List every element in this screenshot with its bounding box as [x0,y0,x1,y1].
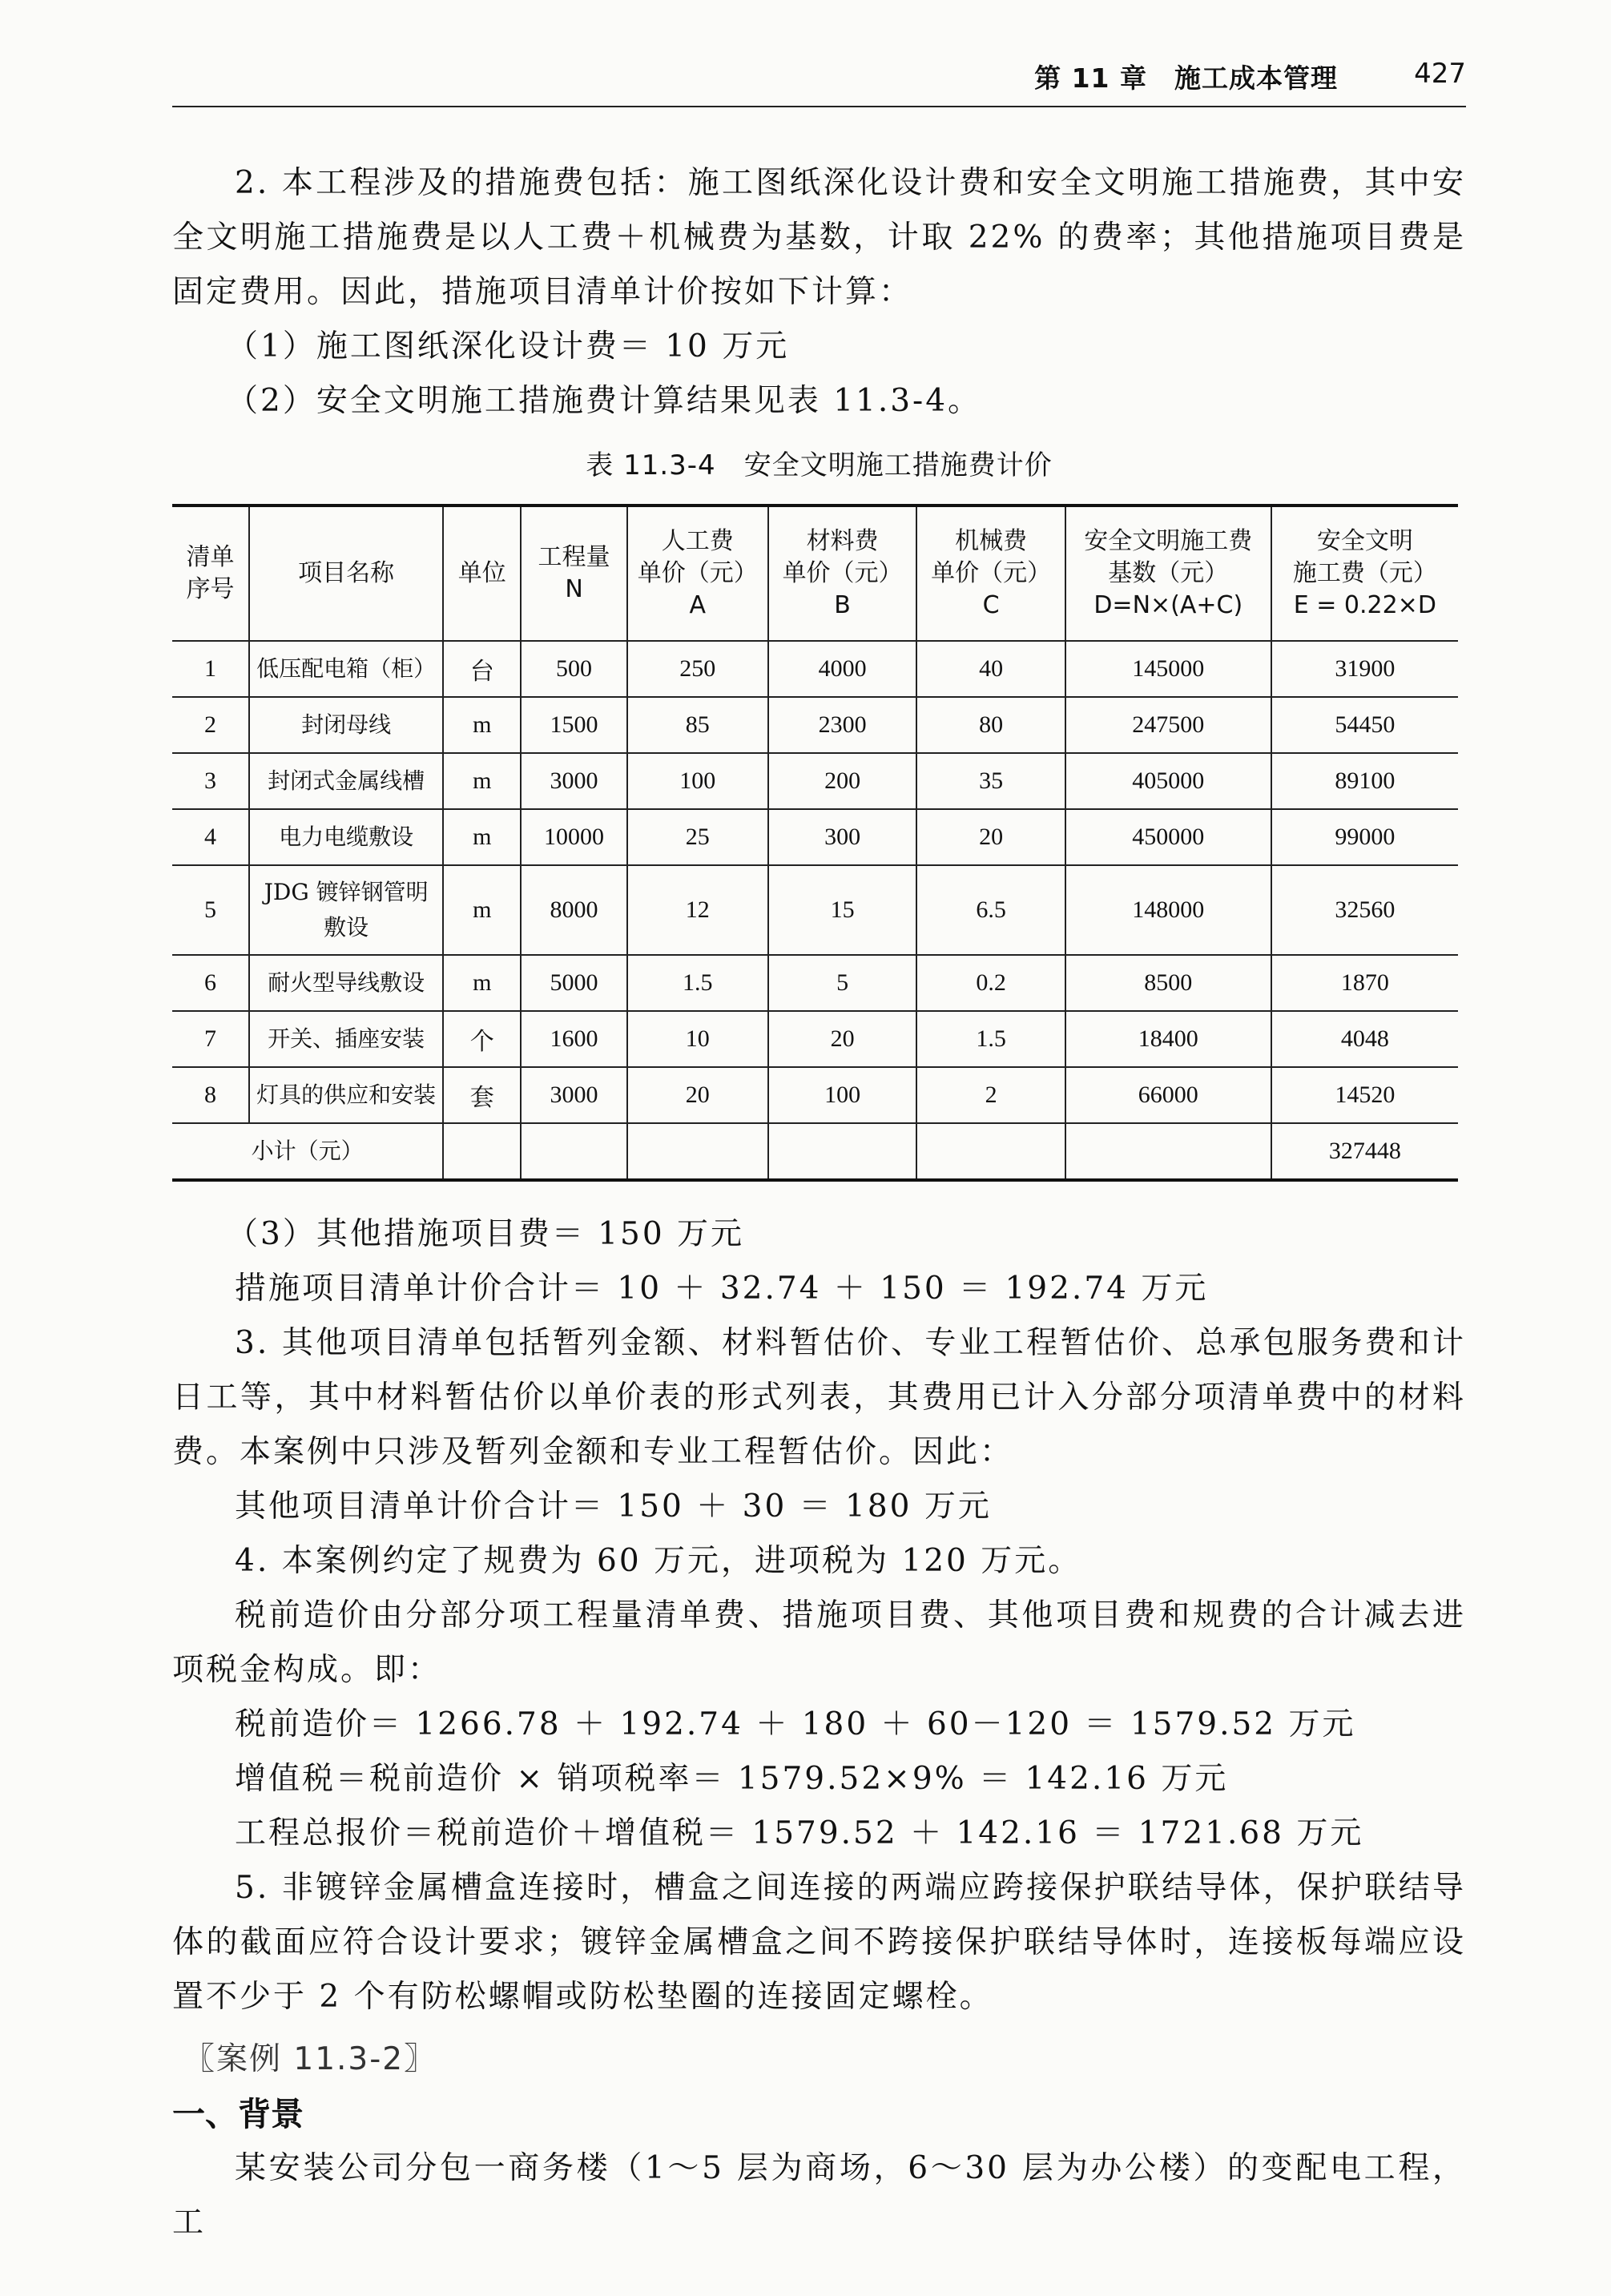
cell: 54450 [1271,697,1458,753]
cell: 灯具的供应和安装 [249,1067,443,1123]
cell: 4048 [1271,1011,1458,1067]
header-machine: 机械费 单价（元） C [916,506,1065,641]
cell: 31900 [1271,641,1458,697]
cell: 个 [443,1011,521,1067]
page-header [172,53,1466,107]
chapter-title: 第 11 章 施工成本管理 [1034,62,1338,94]
cell: 8500 [1065,955,1271,1011]
cell: 250 [627,641,768,697]
cell: 10 [627,1011,768,1067]
paragraph: （1）施工图纸深化设计费＝ 10 万元 [227,328,790,365]
paragraph: 措施项目清单计价合计＝ 10 ＋ 32.74 ＋ 150 ＝ 192.74 万元 [235,1271,1209,1307]
cell: 低压配电箱（柜） [249,641,443,697]
cell: 8 [172,1067,249,1123]
cell [627,1123,768,1180]
cell: 1870 [1271,955,1458,1011]
header-labor: 人工费 单价（元） A [627,506,768,641]
cell [443,1123,521,1180]
cell: 6.5 [916,865,1065,955]
cell: 14520 [1271,1067,1458,1123]
cell: 1500 [521,697,627,753]
cell: 100 [627,753,768,809]
paragraph: 2. 本工程涉及的措施费包括：施工图纸深化设计费和安全文明施工措施费，其中安全文明施工措施费是以人工费＋机械费为基数，计取 22% 的费率；其他措施项目费是固定费用。因此，措施项目清单计价按如下计算： [172,165,1466,310]
cell: 20 [627,1067,768,1123]
cell: 套 [443,1067,521,1123]
cell: 5000 [521,955,627,1011]
paragraph: 5. 非镀锌金属槽盒连接时，槽盒之间连接的两端应跨接保护联结导体，保护联结导体的截面应符合设计要求；镀锌金属槽盒之间不跨接保护联结导体时，连接板每端应设置不少于 2 个有防松螺帽或防松垫圈的连接固定螺栓。 [172,1870,1466,2015]
cell: 32560 [1271,865,1458,955]
table-row [172,955,1458,1011]
cell: m [443,955,521,1011]
cell: 25 [627,809,768,865]
cell: 247500 [1065,697,1271,753]
cell [916,1123,1065,1180]
cell: 3000 [521,753,627,809]
cell: 7 [172,1011,249,1067]
paragraph: 增值税＝税前造价 × 销项税率＝ 1579.52×9% ＝ 142.16 万元 [235,1761,1229,1797]
cell: 20 [768,1011,917,1067]
paragraph: 工程总报价＝税前造价＋增值税＝ 1579.52 ＋ 142.16 ＝ 1721.68 万元 [235,1815,1364,1851]
cell: 0.2 [916,955,1065,1011]
header-base: 安全文明施工费 基数（元） D=N×(A+C) [1065,506,1271,641]
page-number: 427 [1414,58,1466,90]
table-row [172,697,1458,753]
cell [1065,1123,1271,1180]
cell: 200 [768,753,917,809]
cell: 40 [916,641,1065,697]
cell: 电力电缆敷设 [249,809,443,865]
header-name: 项目名称 [249,506,443,641]
table-row [172,753,1458,809]
cell: 145000 [1065,641,1271,697]
cell: 66000 [1065,1067,1271,1123]
paragraph: 税前造价＝ 1266.78 ＋ 192.74 ＋ 180 ＋ 60－120 ＝ 1579.52 万元 [235,1706,1356,1742]
cell: m [443,809,521,865]
cell: 18400 [1065,1011,1271,1067]
cell: m [443,753,521,809]
paragraph: （3）其他措施项目费＝ 150 万元 [227,1216,745,1252]
paragraph: 某安装公司分包一商务楼（1～5 层为商场，6～30 层为办公楼）的变配电工程，工 [172,2150,1466,2241]
cell: m [443,697,521,753]
cell: 15 [768,865,917,955]
header-seq: 清单 序号 [172,506,249,641]
cell: 3000 [521,1067,627,1123]
table-row [172,1011,1458,1067]
cell: 台 [443,641,521,697]
cell: 300 [768,809,917,865]
cell: 2300 [768,697,917,753]
cell: 500 [521,641,627,697]
cell: 5 [768,955,917,1011]
cell [768,1123,917,1180]
header-fee: 安全文明 施工费（元） E = 0.22×D [1271,506,1458,641]
cell: 3 [172,753,249,809]
cell: 35 [916,753,1065,809]
table-row [172,641,1458,697]
cell: 8000 [521,865,627,955]
fee-table [172,504,1458,1182]
cell: 99000 [1271,809,1458,865]
paragraph: 税前造价由分部分项工程量清单费、措施项目费、其他项目费和规费的合计减去进项税金构成。即： [172,1597,1466,1688]
cell: 封闭式金属线槽 [249,753,443,809]
cell: m [443,865,521,955]
table-row [172,865,1458,955]
cell: 85 [627,697,768,753]
table-row [172,1067,1458,1123]
cell: 450000 [1065,809,1271,865]
cell: 5 [172,865,249,955]
cell: 20 [916,809,1065,865]
table-header-row [172,506,1458,641]
cell: 1 [172,641,249,697]
cell: 2 [172,697,249,753]
cell: 4 [172,809,249,865]
cell: 10000 [521,809,627,865]
cell: 80 [916,697,1065,753]
cell: 12 [627,865,768,955]
cell: 开关、插座安装 [249,1011,443,1067]
cell: 4000 [768,641,917,697]
cell: 100 [768,1067,917,1123]
cell: 1.5 [627,955,768,1011]
section-title: 一、背景 [172,2095,304,2133]
subtotal-label: 小计（元） [172,1123,443,1180]
paragraph: 3. 其他项目清单包括暂列金额、材料暂估价、专业工程暂估价、总承包服务费和计日工等，其中材料暂估价以单价表的形式列表，其费用已计入分部分项清单费中的材料费。本案例中只涉及暂列金额和专业工程暂估价。因此： [172,1325,1466,1470]
paragraph: 其他项目清单计价合计＝ 150 ＋ 30 ＝ 180 万元 [235,1488,992,1525]
paragraph: （2）安全文明施工措施费计算结果见表 11.3-4。 [227,383,982,419]
cell: 405000 [1065,753,1271,809]
cell: 1600 [521,1011,627,1067]
cell: 耐火型导线敷设 [249,955,443,1011]
cell [521,1123,627,1180]
table-row [172,809,1458,865]
header-unit: 单位 [443,506,521,641]
cell: 148000 [1065,865,1271,955]
cell: JDG 镀锌钢管明 敷设 [249,865,443,955]
header-material: 材料费 单价（元） B [768,506,917,641]
paragraph: 4. 本案例约定了规费为 60 万元，进项税为 120 万元。 [235,1543,1082,1579]
case-label: 〖案例 11.3-2〗 [183,2041,437,2077]
subtotal-value: 327448 [1271,1123,1458,1180]
subtotal-row [172,1123,1458,1180]
header-qty: 工程量 N [521,506,627,641]
table-caption: 表 11.3-4 安全文明施工措施费计价 [586,449,1053,481]
cell: 封闭母线 [249,697,443,753]
cell: 2 [916,1067,1065,1123]
cell: 6 [172,955,249,1011]
cell: 89100 [1271,753,1458,809]
cell: 1.5 [916,1011,1065,1067]
page-body [172,156,1466,2250]
